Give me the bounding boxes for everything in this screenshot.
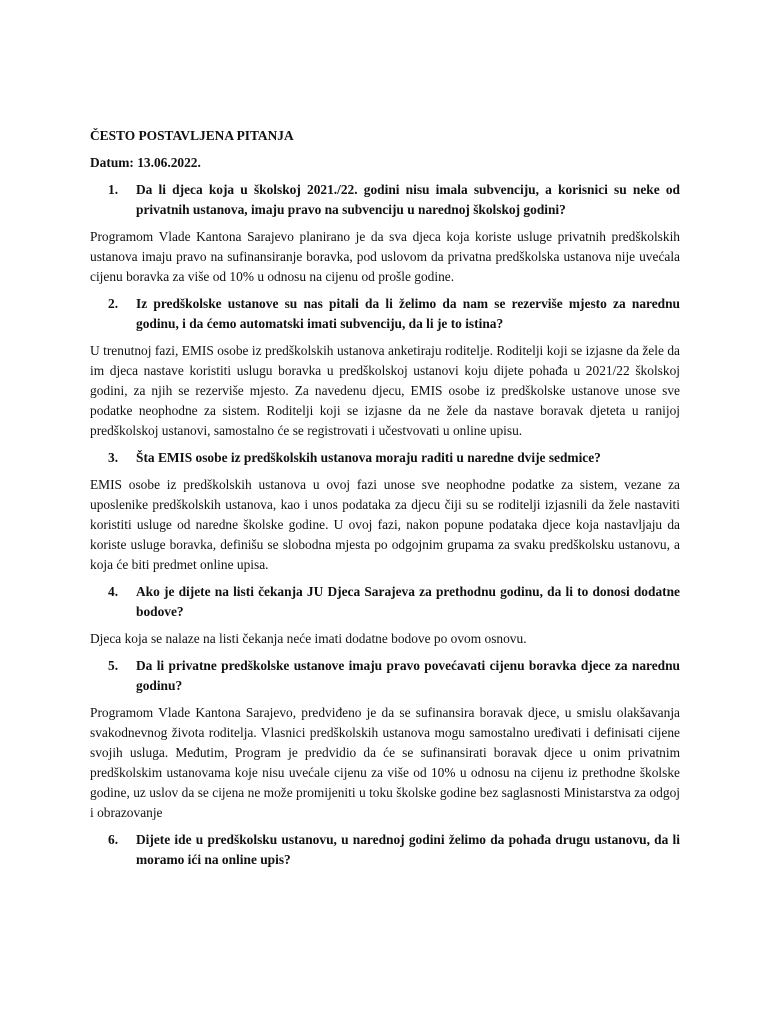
- question-number: 5.: [108, 658, 119, 673]
- answer-text: U trenutnoj fazi, EMIS osobe iz predškolskih ustanova anketiraju roditelje. Roditelji koji se izjasne da žele da im djeca nastave koristiti uslugu boravka u predškolskoj ustanovi koju dijete pohađa u 2021/22 školskoj godini, za njih se rezerviše mjesto. Za navedenu djecu, EMIS osobe iz predškolske ustanove unose sve podatke neophodne za sistem. Roditelji koji se izjasne da ne žele da nastave boravak djeteta u ranijoj predškolskoj ustanovi, samostalno će se registrovati i učestvovati u online upisu.: [90, 343, 680, 438]
- question-item: [90, 448, 680, 468]
- question-text: Dijete ide u predškolsku ustanovu, u narednoj godini želimo da pohađa drugu ustanovu, da li moramo ići na online upis?: [136, 832, 680, 867]
- question-number: 1.: [108, 182, 119, 197]
- question-item: [90, 830, 680, 870]
- question-number: 6.: [108, 832, 119, 847]
- answer-text: Djeca koja se nalaze na listi čekanja neće imati dodatne bodove po ovom osnovu.: [90, 631, 527, 646]
- document-page: [90, 126, 680, 877]
- answer-text: Programom Vlade Kantona Sarajevo planirano je da sva djeca koja koriste usluge privatnih predškolskih ustanova imaju pravo na sufinansiranje boravka, pod uslovom da privatna predškolska ustanova nije uvećala cijenu boravka za više od 10% u odnosu na cijenu od prošle godine.: [90, 229, 680, 284]
- question-text: Ako je dijete na listi čekanja JU Djeca Sarajeva za prethodnu godinu, da li to donosi dodatne bodove?: [136, 584, 680, 619]
- question-text: Da li djeca koja u školskoj 2021./22. godini nisu imala subvenciju, a korisnici su neke od privatnih ustanova, imaju pravo na subvenciju u narednoj školskoj godini?: [136, 182, 680, 217]
- question-number: 2.: [108, 296, 119, 311]
- document-date: Datum: 13.06.2022.: [90, 155, 201, 170]
- question-text: Da li privatne predškolske ustanove imaju pravo povećavati cijenu boravka djece za narednu godinu?: [136, 658, 680, 693]
- question-text: Iz predškolske ustanove su nas pitali da li želimo da nam se rezerviše mjesto za narednu godinu, i da ćemo automatski imati subvenciju, da li je to istina?: [136, 296, 680, 331]
- question-item: [90, 294, 680, 334]
- question-item: [90, 582, 680, 622]
- document-title: ČESTO POSTAVLJENA PITANJA: [90, 128, 294, 143]
- question-number: 4.: [108, 584, 119, 599]
- answer-text: EMIS osobe iz predškolskih ustanova u ovoj fazi unose sve neophodne podatke za sistem, vezane za uposlenike predškolskih ustanova, kao i unos podataka za djecu čiji su se roditelji izjasnili da žele nastaviti koristiti usluge od naredne školske godine. U ovoj fazi, nakon popune podataka djece koja nastavljaju da koriste usluge boravka, definišu se slobodna mjesta po odgojnim grupama za svaku predškolsku ustanovu, a koja će biti predmet online upisa.: [90, 477, 680, 572]
- question-number: 3.: [108, 450, 119, 465]
- answer-text: Programom Vlade Kantona Sarajevo, predviđeno je da se sufinansira boravak djece, u smislu olakšavanja svakodnevnog života roditelja. Vlasnici predškolskih ustanova mogu samostalno uređivati i definisati cijene svojih usluga. Međutim, Program je predvidio da će se sufinansirati boravak djece u onim privatnim predškolskim ustanovama koje nisu uvećale cijenu za više od 10% u odnosu na cijenu iz prethodne školske godine, uz uslov da se cijena ne može promijeniti u toku školske godine bez saglasnosti Ministarstva za odgoj i obrazovanje: [90, 705, 680, 820]
- question-item: [90, 656, 680, 696]
- question-item: [90, 180, 680, 220]
- question-text: Šta EMIS osobe iz predškolskih ustanova moraju raditi u naredne dvije sedmice?: [136, 450, 601, 465]
